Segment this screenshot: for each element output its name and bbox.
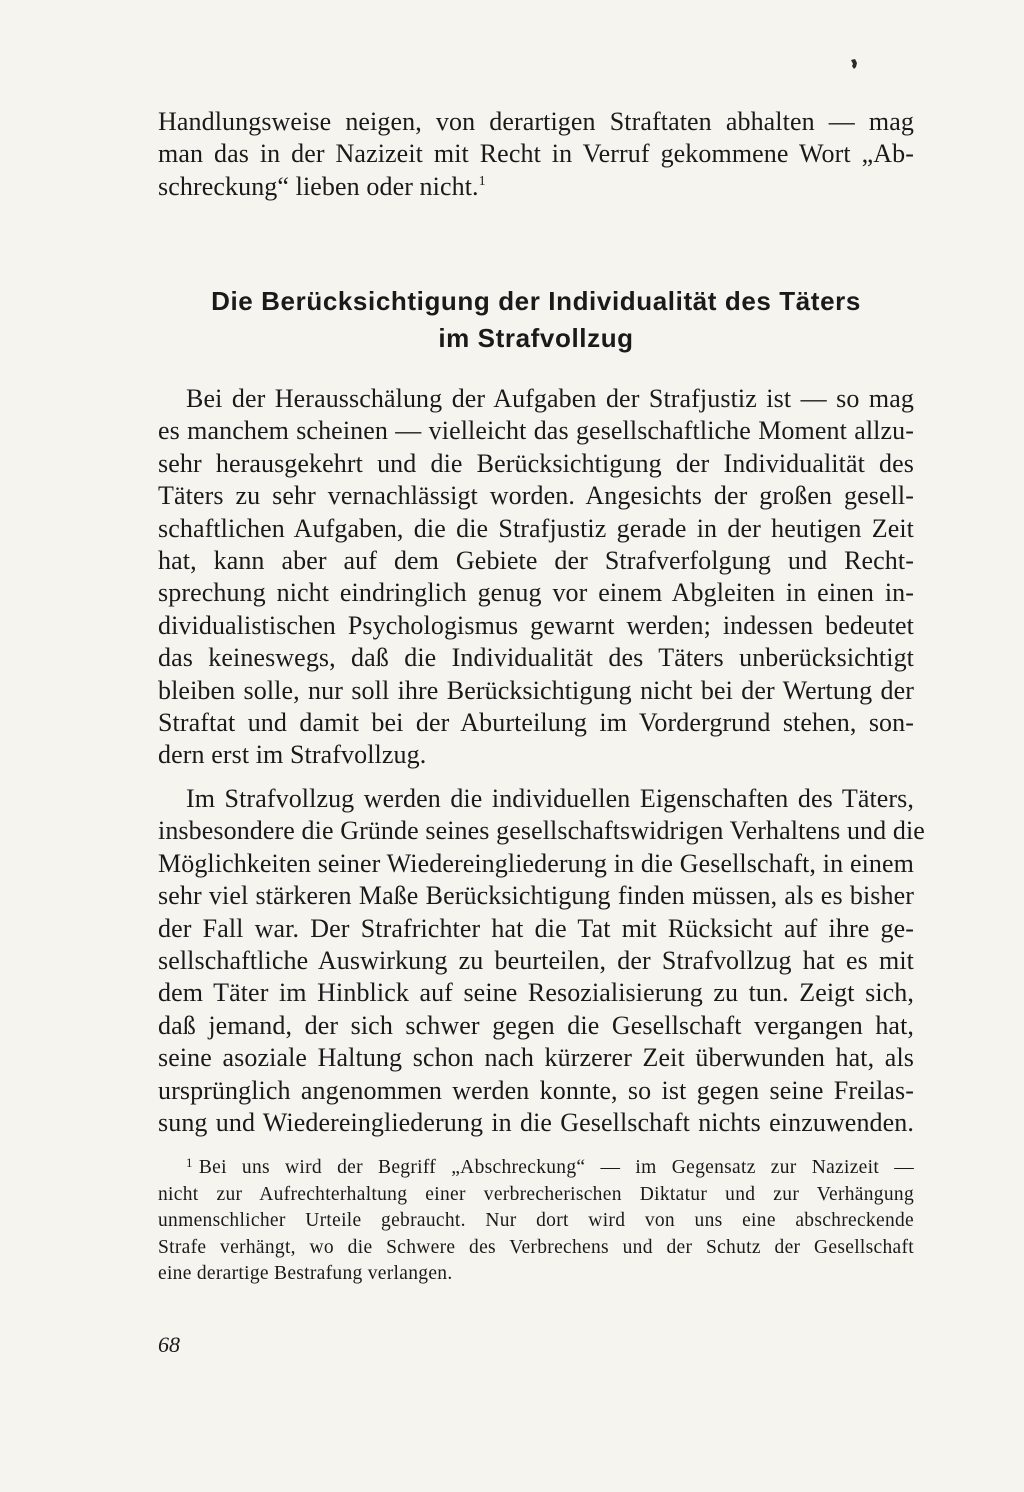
intro-line-text: schreckung“ lieben oder nicht.	[158, 171, 479, 201]
paragraph-line: ursprünglich angenommen werden konnte, so ist gegen seine Freilas-	[158, 1075, 914, 1105]
paragraph-line: sellschaftliche Auswirkung zu beurteilen, der Strafvollzug hat es mit	[158, 946, 914, 976]
paragraph-line: es manchem scheinen — vielleicht das gesellschaftliche Moment allzu-	[158, 416, 914, 446]
footnote-line: unmenschlicher Urteile gebraucht. Nur dort wird von uns eine abschreckende	[158, 1210, 914, 1231]
footnote	[158, 1155, 914, 1288]
page-number: 68	[158, 1332, 180, 1357]
paragraph-line: Straftat und damit bei der Aburteilung im Vordergrund stehen, son-	[158, 708, 914, 738]
paragraph-1	[158, 383, 914, 772]
paragraph-line: Täters zu sehr vernachlässigt worden. Angesichts der großen gesell-	[158, 481, 914, 511]
footnote-line: Strafe verhängt, wo die Schwere des Verbrechens und der Schutz der Gesellschaft	[158, 1236, 914, 1258]
paragraph-line: dern erst im Strafvollzug.	[158, 740, 427, 770]
paragraph-line: dividualistischen Psychologismus gewarnt werden; indessen bedeutet	[158, 610, 914, 640]
paragraph-line: sehr viel stärkeren Maße Berücksichtigung finden müssen, als es bisher	[158, 881, 914, 911]
paragraph-line: hat, kann aber auf dem Gebiete der Strafverfolgung und Recht-	[158, 546, 914, 576]
intro-line: man das in der Nazizeit mit Recht in Verruf gekommene Wort „Ab-	[158, 139, 914, 169]
section-heading-line1: Die Berücksichtigung der Individualität des Täters	[211, 286, 861, 316]
footnote-line: nicht zur Aufrechterhaltung einer verbrecherischen Diktatur und zur Verhängung	[158, 1183, 914, 1205]
intro-line-last	[158, 171, 914, 203]
footnote-line-text: Bei uns wird der Begriff „Abschreckung“ — im Gegensatz zur Nazizeit —	[198, 1157, 914, 1178]
paragraph-line: sung und Wiedereingliederung in die Gesellschaft nichts einzuwenden.	[158, 1108, 914, 1138]
paragraph-line: sehr herausgekehrt und die Berücksichtigung der Individualität des	[158, 448, 914, 478]
footnote-line-first	[158, 1155, 914, 1182]
paragraph-line: insbesondere die Gründe seines gesellschaftswidrigen Verhaltens und die	[158, 816, 925, 846]
paragraph-line: der Fall war. Der Strafrichter hat die Tat mit Rücksicht auf ihre ge-	[158, 913, 914, 943]
paragraph-line: dem Täter im Hinblick auf seine Resozialisierung zu tun. Zeigt sich,	[158, 978, 914, 1008]
intro-line: Handlungsweise neigen, von derartigen Straftaten abhalten — mag	[158, 107, 914, 136]
intro-text	[158, 106, 914, 203]
paragraph-line: Bei der Herausschälung der Aufgaben der Strafjustiz ist — so mag	[186, 384, 914, 413]
paragraph-line: schaftlichen Aufgaben, die die Strafjustiz gerade in der heutigen Zeit	[158, 513, 914, 543]
paragraph-line: sprechung nicht eindringlich genug vor einem Abgleiten in einen in-	[158, 578, 914, 608]
footnote-marker: 1	[186, 1155, 193, 1170]
footnote-line: eine derartige Bestrafung verlangen.	[158, 1263, 453, 1284]
paragraph-line: Im Strafvollzug werden die individuellen Eigenschaften des Täters,	[186, 784, 914, 813]
paragraph-line: das keineswegs, daß die Individualität des Täters unberücksichtigt	[158, 643, 914, 673]
section-heading	[158, 283, 914, 357]
footnote-reference: 1	[478, 173, 486, 189]
paragraph-line: bleiben solle, nur soll ihre Berücksichtigung nicht bei der Wertung der	[158, 675, 914, 705]
paragraph-line: Möglichkeiten seiner Wiedereingliederung in die Gesellschaft, in einem	[158, 848, 914, 878]
ink-speck-mark	[848, 58, 860, 70]
section-heading-line2: im Strafvollzug	[438, 323, 634, 353]
paragraph-2	[158, 783, 925, 1139]
paragraph-line: daß jemand, der sich schwer gegen die Gesellschaft vergangen hat,	[158, 1010, 914, 1040]
paragraph-line: seine asoziale Haltung schon nach kürzerer Zeit überwunden hat, als	[158, 1043, 914, 1073]
